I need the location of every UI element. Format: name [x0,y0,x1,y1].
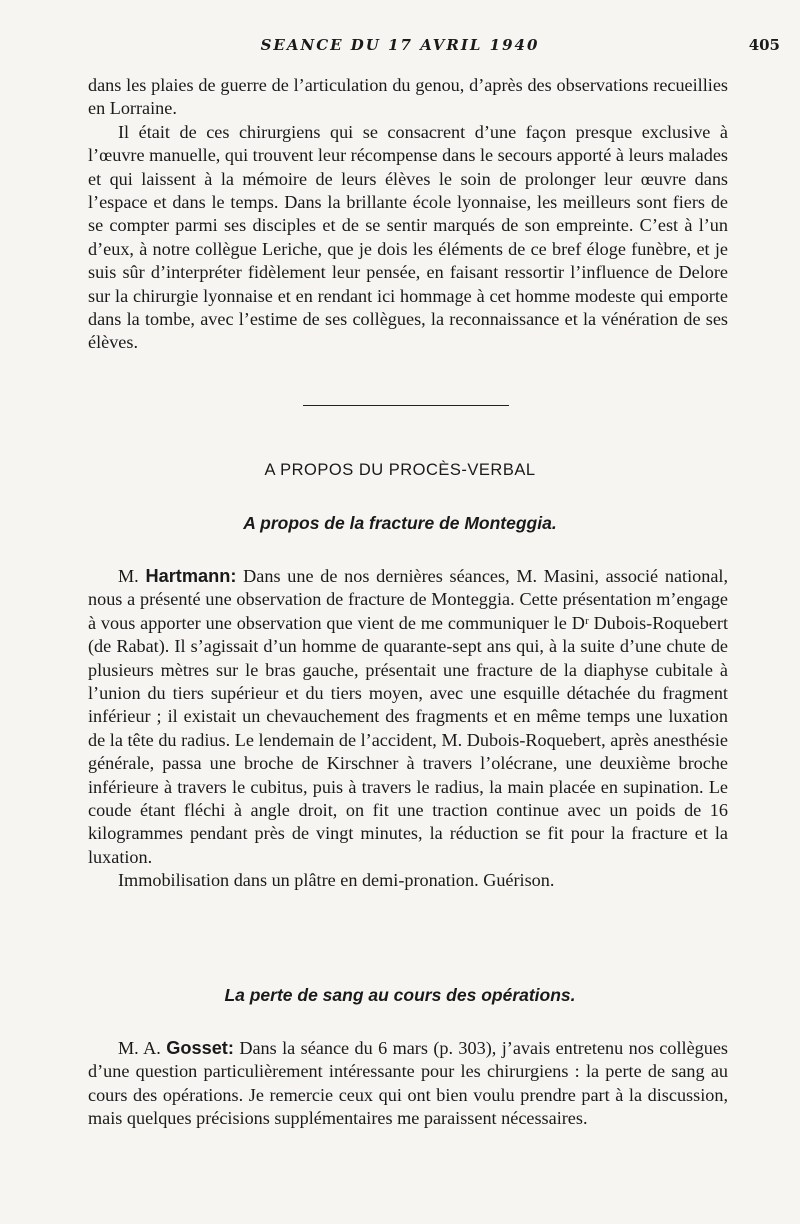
blood-loss-body [88,1037,728,1131]
blood-loss-paragraph [88,1037,728,1131]
monteggia-text: Dans une de nos dernières séances, M. Masini, associé national, nous a présenté une observation de fracture de Monteggia. Cette présentation m’engage à vous apporter une observation que vient de me communiquer le Dʳ Dubois-Roquebert (de Rabat). Il s’agissait d’un homme de quarante-sept ans qui, à la suite d’une chute de plusieurs mètres sur le bras gauche, présentait une fracture de la diaphyse cubitale à l’union du tiers supérieur et du tiers moyen, avec une esquille détachée du fragment inférieur ; il existait un chevauchement des fragments et en même temps une luxation de la tête du radius. Le lendemain de l’accident, M. Dubois-Roquebert, après anesthésie générale, passa une broche de Kirschner à travers l’olécrane, une deuxième broche inférieure à travers le cubitus, puis à travers le radius, la main placée en supination. Le coude étant fléchi à angle droit, on fit une traction continue avec un poids de 16 kilogrammes pendant près de vingt minutes, la réduction se fit pour la fracture et la luxation. [88,566,728,867]
section-heading: A PROPOS DU PROCÈS-VERBAL [264,461,536,479]
speaker-prefix: M. [118,566,139,586]
monteggia-body [88,565,728,893]
monteggia-heading: A propos de la fracture de Monteggia. [243,513,557,533]
speaker-name: Gosset: [166,1038,234,1058]
section-divider [303,405,509,406]
speaker-name: Hartmann: [145,566,237,586]
blood-loss-text: Dans la séance du 6 mars (p. 303), j’avais entretenu nos collègues d’une question particulièrement intéressante pour les chirurgiens : la perte de sang au cours des opérations. Je remercie ceux qui ont bien voulu prendre part à la discussion, mais quelques précisions supplémentaires me paraissent nécessaires. [88,1038,728,1129]
speaker-prefix: M. A. [118,1038,161,1058]
running-head [0,36,800,56]
eulogy-continuation [88,74,728,355]
page-number: 405 [748,36,780,54]
monteggia-outcome: Immobilisation dans un plâtre en demi-pronation. Guérison. [118,870,555,891]
session-title: SEANCE DU 17 AVRIL 1940 [260,36,540,54]
monteggia-paragraph [88,565,728,869]
blood-loss-heading: La perte de sang au cours des opérations. [224,985,576,1005]
continuation-paragraph: dans les plaies de guerre de l’articulation du genou, d’après des observations recueillies en Lorraine. [88,75,728,119]
eulogy-paragraph: Il était de ces chirurgiens qui se consacrent d’une façon presque exclusive à l’œuvre manuelle, qui trouvent leur récompense dans le secours apporté à leurs malades et qui laissent à la mémoire de leurs élèves le soin de prolonger leur œuvre dans l’espace et dans le temps. Dans la brillante école lyonnaise, les meilleurs sont fiers de se compter parmi ses disciples et de se sentir marqués de son empreinte. C’est à l’un d’eux, à notre collègue Leriche, que je dois les éléments de ce bref éloge funèbre, et je suis sûr d’interpréter fidèlement leur pensée, en faisant ressortir l’influence de Delore sur la chirurgie lyonnaise et en rendant ici hommage à cet homme modeste qui emporte dans la tombe, avec l’estime de ses collègues, la reconnaissance et la vénération de ses élèves. [88,121,728,353]
